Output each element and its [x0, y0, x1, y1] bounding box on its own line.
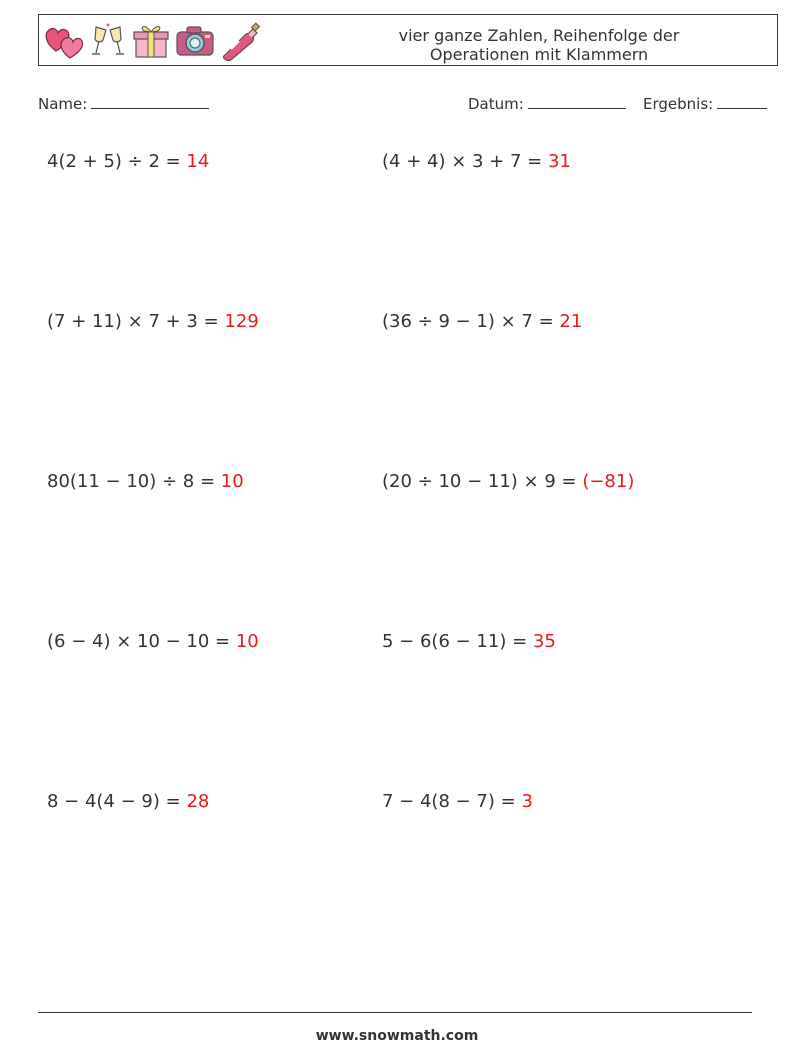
champagne-bottle-icon: [219, 21, 261, 61]
date-blank[interactable]: [528, 94, 626, 109]
problem-3: [47, 311, 259, 332]
problem-4: [382, 311, 582, 332]
title-line-1: vier ganze Zahlen, Reihenfolge der: [398, 26, 680, 45]
problem-8: [382, 631, 556, 652]
problem-5: [47, 471, 244, 492]
problem-expression: 80(11 − 10) ÷ 8 =: [47, 471, 221, 492]
problem-expression: (6 − 4) × 10 − 10 =: [47, 631, 236, 652]
problem-answer: 31: [547, 151, 571, 172]
problem-answer: 35: [532, 631, 556, 652]
problem-1: [47, 151, 209, 172]
camera-icon: [174, 21, 216, 61]
date-label: Datum:: [468, 95, 524, 113]
result-label: Ergebnis:: [643, 95, 714, 113]
problem-answer: 10: [235, 631, 259, 652]
name-blank[interactable]: [91, 94, 209, 109]
problem-answer: 14: [186, 151, 210, 172]
problem-expression: (7 + 11) × 7 + 3 =: [47, 311, 225, 332]
problem-6: [382, 471, 634, 492]
result-blank[interactable]: [717, 94, 767, 109]
problem-10: [382, 791, 533, 812]
problem-answer: 21: [559, 311, 583, 332]
title-line-2: Operationen mit Klammern: [429, 45, 649, 64]
problem-expression: 4(2 + 5) ÷ 2 =: [47, 151, 187, 172]
footer-divider: [38, 1012, 752, 1013]
gift-icon: [131, 21, 171, 61]
problem-expression: (36 ÷ 9 − 1) × 7 =: [382, 311, 560, 332]
problem-9: [47, 791, 209, 812]
name-field: [38, 94, 209, 113]
header-icons: [43, 19, 264, 63]
result-field: [643, 94, 767, 113]
problem-expression: (4 + 4) × 3 + 7 =: [382, 151, 548, 172]
problem-answer: 28: [186, 791, 210, 812]
problem-7: [47, 631, 259, 652]
problem-2: [382, 151, 571, 172]
problem-answer: 129: [224, 311, 259, 332]
problem-answer: 3: [521, 791, 533, 812]
footer-website[interactable]: www.snowmath.com: [315, 1028, 479, 1044]
problem-answer: 10: [220, 471, 244, 492]
worksheet-title: [339, 26, 739, 64]
problem-expression: 8 − 4(4 − 9) =: [47, 791, 187, 812]
header-box: [38, 14, 778, 66]
champagne-glasses-icon: [88, 21, 128, 61]
problem-answer: (−81): [582, 471, 635, 492]
name-label: Name:: [38, 95, 88, 113]
hearts-icon: [43, 21, 85, 61]
date-field: [468, 94, 626, 113]
problem-expression: 7 − 4(8 − 7) =: [382, 791, 522, 812]
problem-expression: 5 − 6(6 − 11) =: [382, 631, 533, 652]
problem-expression: (20 ÷ 10 − 11) × 9 =: [382, 471, 583, 492]
